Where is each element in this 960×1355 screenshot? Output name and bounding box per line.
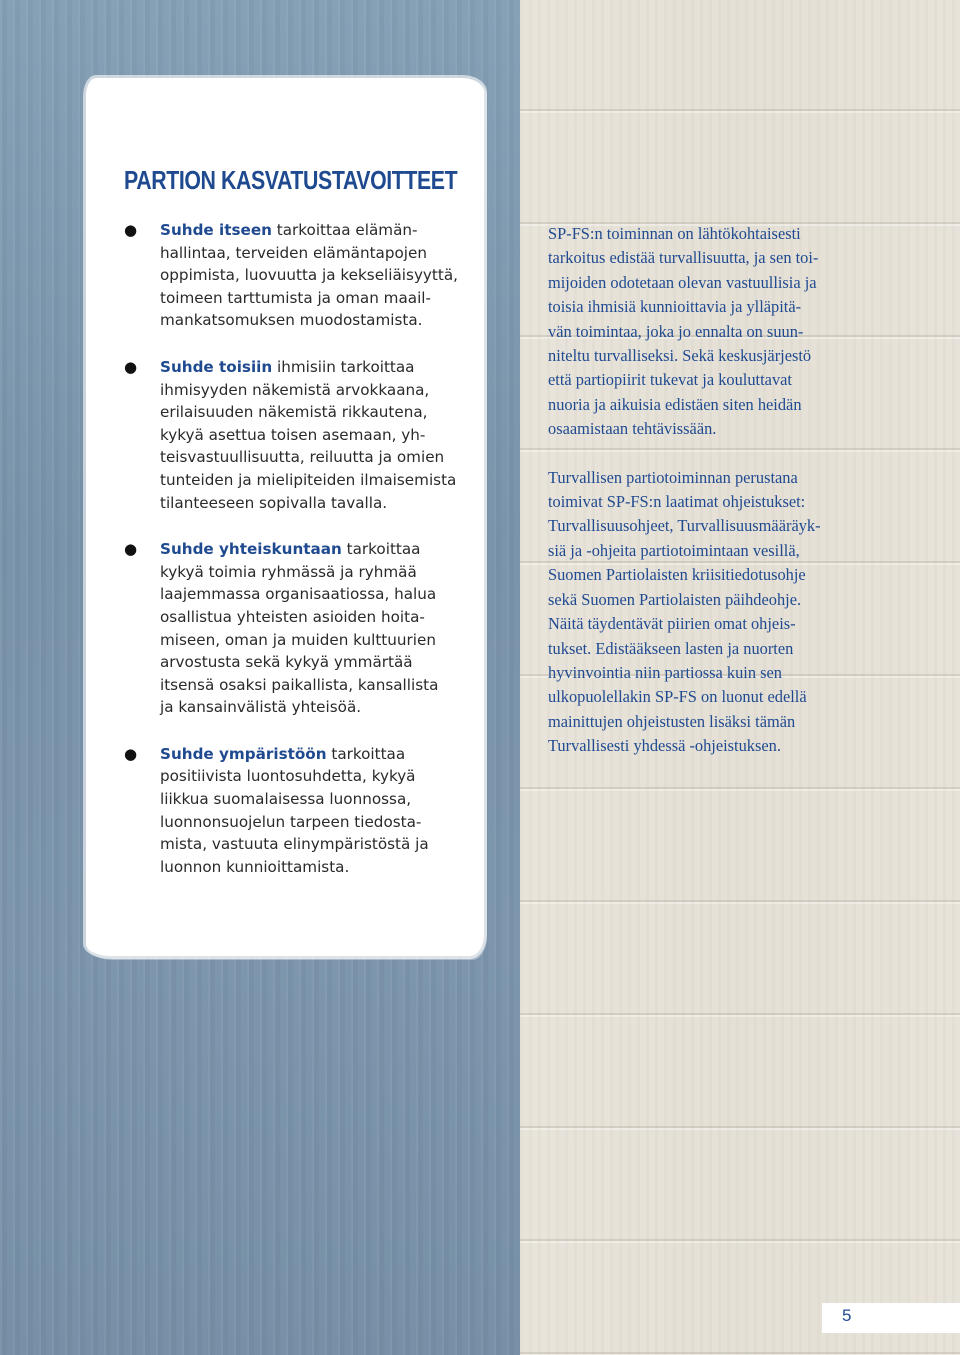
section-title: PARTION KASVATUSTAVOITTEET <box>124 165 458 195</box>
list-item-text: tarkoittaa elämän- <box>271 221 418 239</box>
list-item <box>124 538 454 719</box>
list-item-lead: Suhde yhteiskuntaan <box>160 540 342 559</box>
list-item-line: hallintaa, terveiden elämäntapojen <box>160 243 427 262</box>
paragraph-line: toisia ihmisiä kunnioittavia ja ylläpitä- <box>548 297 802 317</box>
list-item-line: tunteiden ja mielipiteiden ilmaisemista <box>160 470 457 489</box>
goals-list <box>124 219 458 902</box>
paragraph-line: siä ja -ohjeita partiotoimintaan vesillä, <box>548 540 800 560</box>
paragraph <box>548 466 863 759</box>
list-item-line: luonnon kunnioittamista. <box>160 857 350 876</box>
list-item-line: miseen, oman ja muiden kulttuurien <box>160 630 436 649</box>
list-item-text: tarkoittaa <box>326 744 406 763</box>
list-item-line <box>160 356 454 379</box>
list-item-lead: Suhde ympäristöön <box>160 744 327 763</box>
list-item-line: laajemmassa organisaatiossa, halua <box>160 585 437 604</box>
paragraph <box>548 222 863 442</box>
paragraph-line: tarkoitus edistää turvallisuutta, ja sen toi- <box>548 248 819 268</box>
right-column-text <box>548 222 863 783</box>
list-item-line: liikkua suomalaisessa luonnossa, <box>160 790 412 809</box>
bullet-icon: ● <box>124 540 138 559</box>
list-item-line: ihmisyyden näkemistä arvokkaana, <box>160 380 430 399</box>
list-item-line: kykyä asettua toisen asemaan, yh- <box>160 425 426 444</box>
list-item-line: oppimista, luovuutta ja kekseliäisyyttä, <box>160 266 458 285</box>
bullet-icon: ● <box>124 744 138 763</box>
paragraph-line: hyvinvointia niin partiossa kuin sen <box>548 662 782 682</box>
list-item-line: luonnonsuojelun tarpeen tiedosta- <box>160 812 422 831</box>
list-item-line: erilaisuuden näkemistä rikkautena, <box>160 403 428 422</box>
paragraph-line: Turvallisuusohjeet, Turvallisuusmääräyk- <box>548 516 821 536</box>
list-item-line: positiivista luontosuhdetta, kykyä <box>160 767 416 786</box>
page-number: 5 <box>842 1306 852 1325</box>
paragraph-line: toimivat SP-FS:n laatimat ohjeistukset: <box>548 492 806 512</box>
list-item-line: mankatsomuksen muodostamista. <box>160 311 423 330</box>
list-item-lead: Suhde itseen <box>160 221 272 239</box>
list-item-text: tarkoittaa <box>341 540 421 559</box>
list-item-lead: Suhde toisiin <box>160 357 273 376</box>
list-item-line <box>160 538 454 561</box>
paragraph-line: mainittujen ohjeistusten lisäksi tämän <box>548 711 796 731</box>
list-item-line: itsensä osaksi paikallista, kansallista <box>160 675 439 694</box>
paragraph-line: nuoria ja aikuisia edistäen siten heidän <box>548 394 802 414</box>
list-item-text: ihmisiin tarkoittaa <box>272 357 415 376</box>
paragraph-line: Näitä täydentävät piirien omat ohjeis- <box>548 614 796 634</box>
paragraph-line: niteltu turvalliseksi. Sekä keskusjärjestö <box>548 346 812 366</box>
list-item-line: kykyä toimia ryhmässä ja ryhmää <box>160 562 417 581</box>
list-item-line: teisvastuullisuutta, reiluutta ja omien <box>160 448 445 467</box>
list-item-line <box>160 219 454 242</box>
list-item <box>124 356 457 514</box>
list-item-line: osallistua yhteisten asioiden hoita- <box>160 607 425 626</box>
list-item-line: toimeen tarttumista ja oman maail- <box>160 288 431 307</box>
paragraph-line: tukset. Edistääkseen lasten ja nuorten <box>548 638 794 658</box>
paragraph-line: Turvallisesti yhdessä -ohjeistuksen. <box>548 736 781 756</box>
list-item-line: tilanteeseen sopivalla tavalla. <box>160 493 388 512</box>
bullet-icon: ● <box>124 221 138 239</box>
paragraph-line: sekä Suomen Partiolaisten päihdeohje. <box>548 589 802 609</box>
list-item-line: arvostusta sekä kykyä ymmärtää <box>160 653 413 672</box>
paragraph-line: osaamistaan tehtävissään. <box>548 419 717 439</box>
paragraph-line: että partiopiirit tukevat ja kouluttavat <box>548 370 792 390</box>
paragraph-line: vän toimintaa, joka jo ennalta on suun- <box>548 321 804 341</box>
paragraph-line: Turvallisen partiotoiminnan perustana <box>548 467 798 487</box>
paragraph-line: mijoiden odotetaan olevan vastuullisia ja <box>548 272 817 292</box>
list-item-line: mista, vastuuta elinympäristöstä ja <box>160 835 429 854</box>
bullet-icon: ● <box>124 357 138 376</box>
list-item <box>124 219 458 332</box>
paragraph-line: ulkopuolellakin SP-FS on luonut edellä <box>548 687 807 707</box>
paragraph-line: Suomen Partiolaisten kriisitiedotusohje <box>548 565 806 585</box>
paragraph-line: SP-FS:n toiminnan on lähtökohtaisesti <box>548 224 801 243</box>
list-item <box>124 743 454 879</box>
list-item-line <box>160 743 454 766</box>
list-item-line: ja kansainvälistä yhteisöä. <box>160 698 362 717</box>
